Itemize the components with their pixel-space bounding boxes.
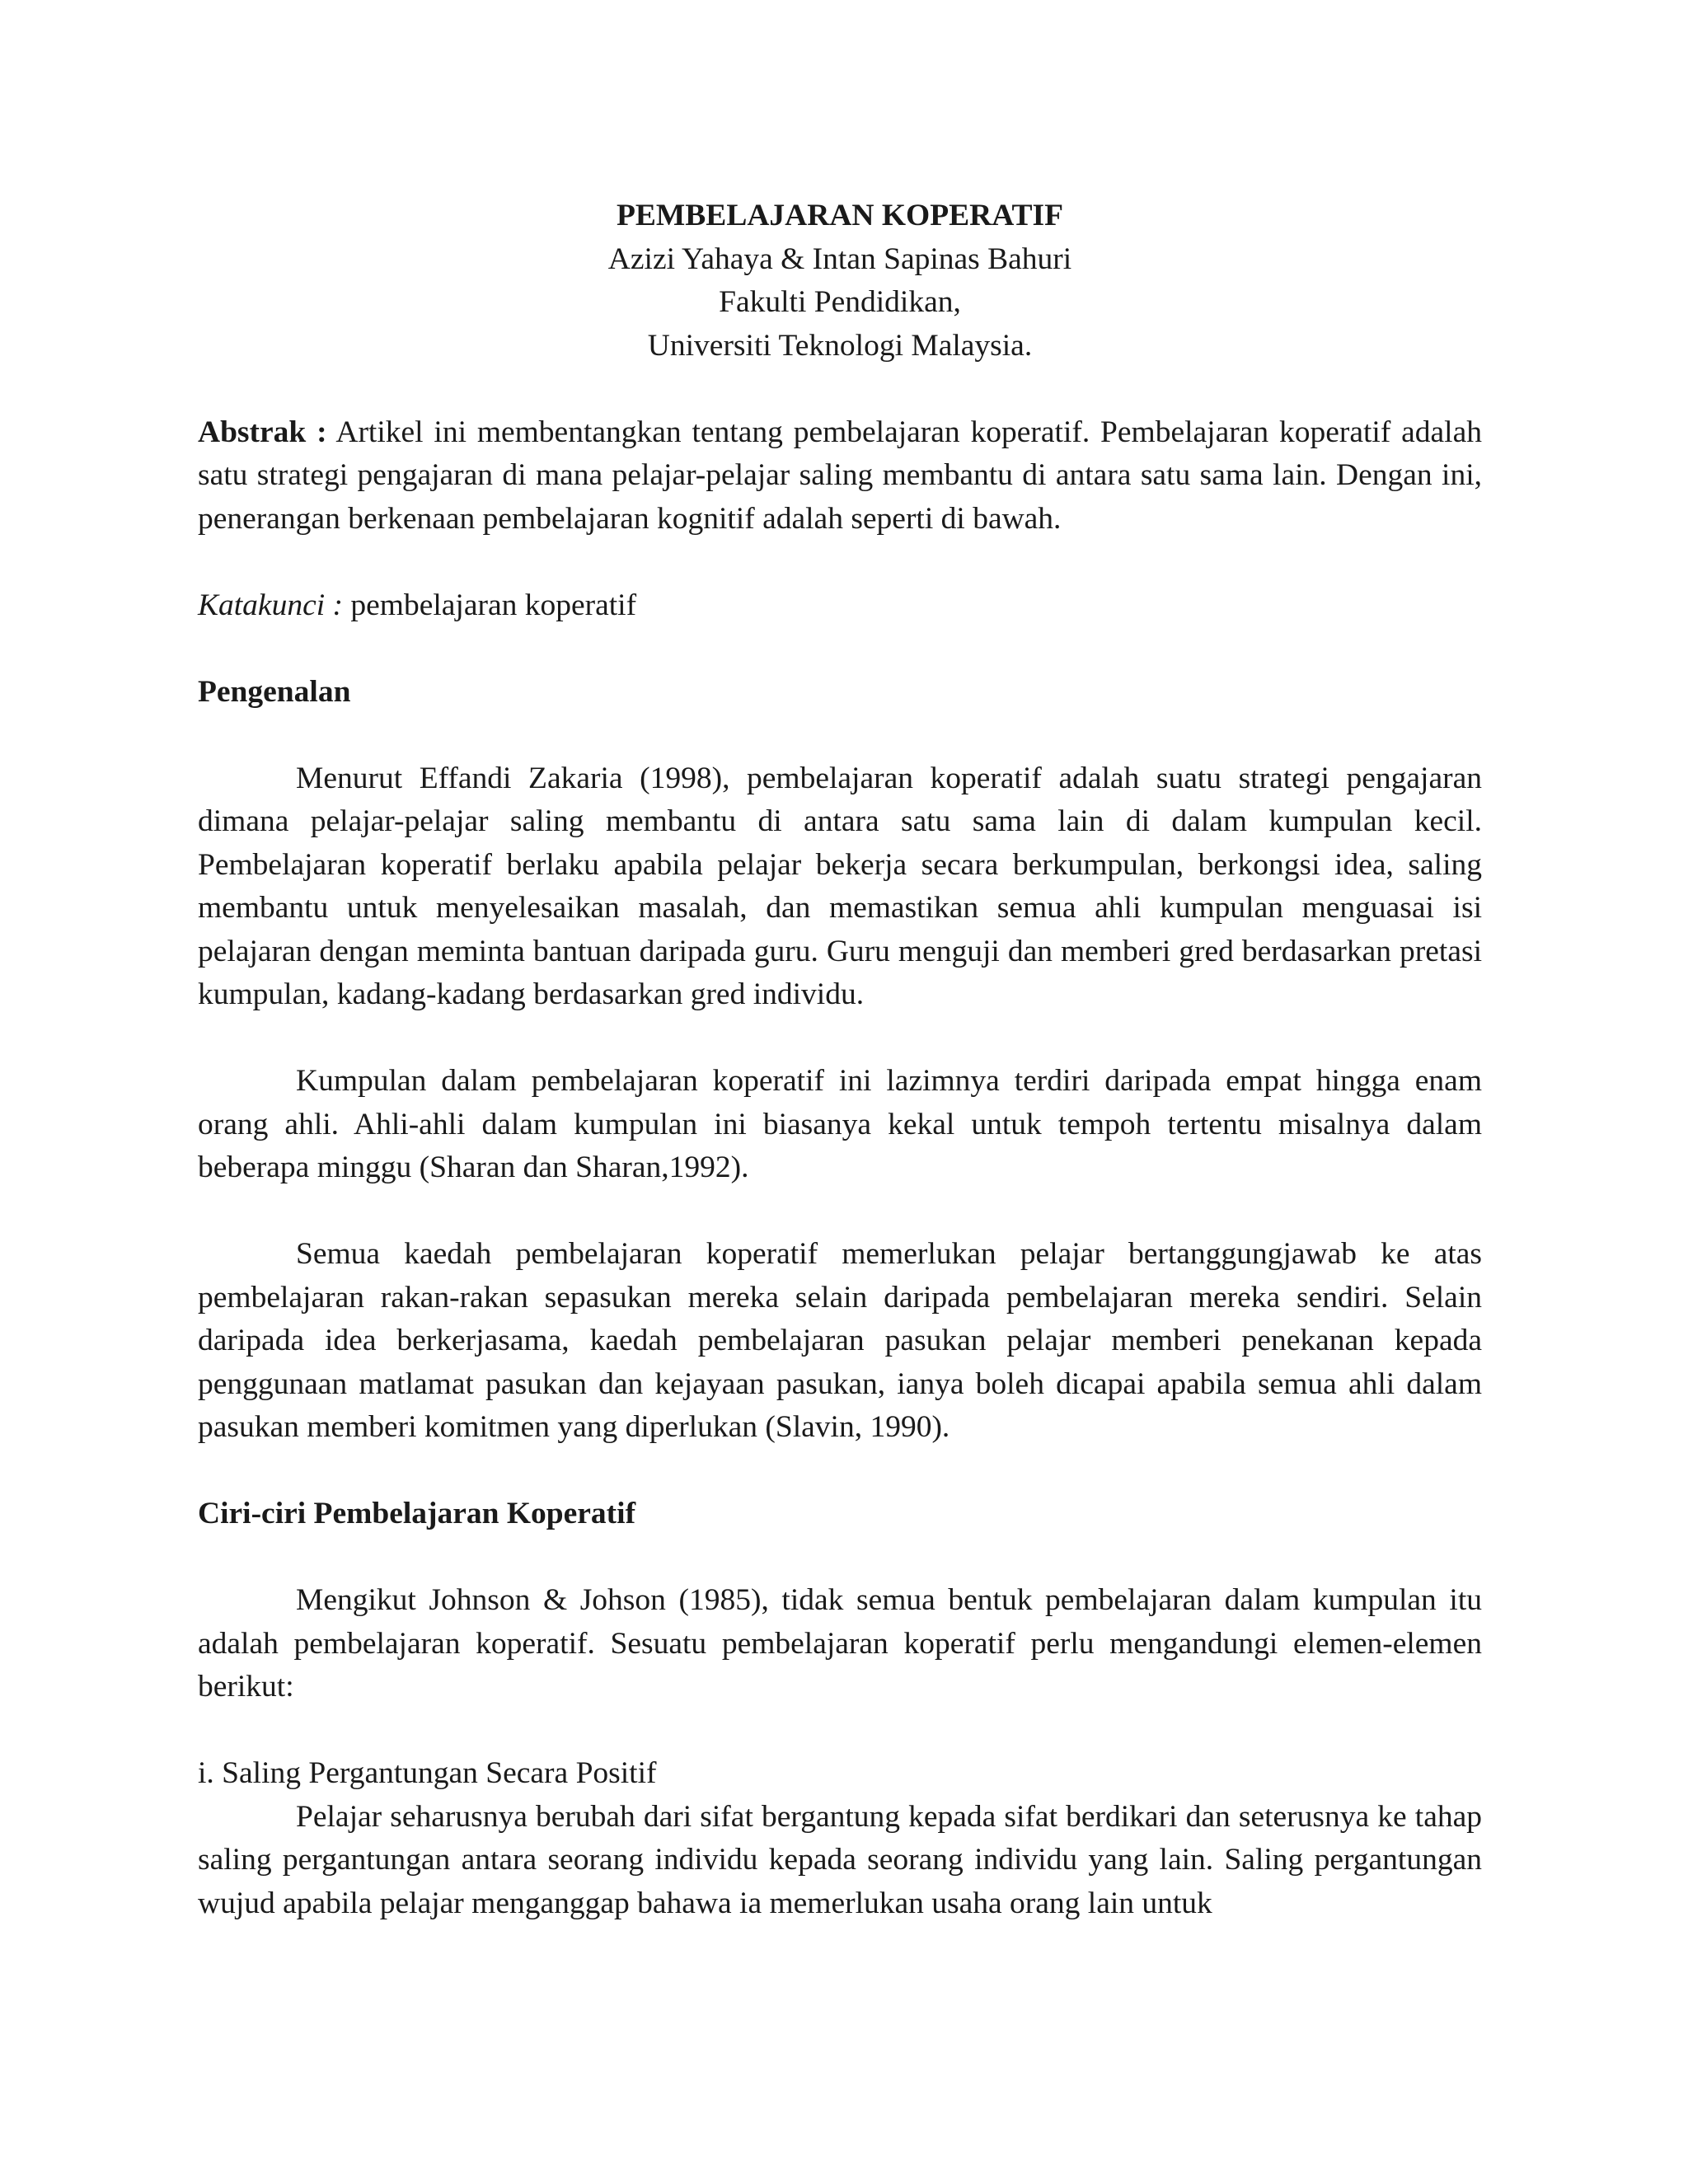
spacer [198,541,1482,584]
document-title: PEMBELAJARAN KOPERATIF [616,199,1064,232]
keywords-paragraph [198,584,1482,628]
features-paragraph: Mengikut Johnson & Johson (1985), tidak semua bentuk pembelajaran dalam kumpulan itu adalah pembelajaran koperatif. Sesuatu pembelajaran koperatif perlu mengandungi elemen-elemen berikut: [198,1583,1482,1704]
keywords-label: Katakunci : [198,588,344,622]
spacer [198,1536,1482,1580]
intro-paragraph-2: Kumpulan dalam pembelajaran koperatif ini lazimnya terdiri daripada empat hingga enam orang ahli. Ahli-ahli dalam kumpulan ini biasanya kekal untuk tempoh tertentu misalnya dalam beberapa minggu (Sharan dan Sharan,1992). [198,1064,1482,1184]
spacer [198,1017,1482,1061]
section-heading-features: Ciri-ciri Pembelajaran Koperatif [198,1497,636,1530]
spacer [198,627,1482,671]
faculty-name: Fakulti Pendidikan, [719,285,961,319]
keywords-text: pembelajaran koperatif [350,588,637,622]
document-header [198,194,1482,368]
spacer [198,1709,1482,1753]
intro-paragraph-1: Menurut Effandi Zakaria (1998), pembelajaran koperatif adalah suatu strategi pengajaran dimana pelajar-pelajar saling membantu di antara satu sama lain di dalam kumpulan kecil. Pembelajaran koperatif berlaku apabila pelajar bekerja secara berkumpulan, berkongsi idea, saling membantu untuk menyelesaikan masalah, dan memastikan semua ahli kumpulan menguasai isi pelajaran dengan meminta bantuan daripada guru. Guru menguji dan memberi gred berdasarkan pretasi kumpulan, kadang-kadang berdasarkan gred individu. [198,761,1482,1011]
spacer [198,1190,1482,1234]
spacer [198,368,1482,411]
spacer [198,714,1482,757]
subsection-heading: i. Saling Pergantungan Secara Positif [198,1756,657,1790]
document-page [198,194,1482,1925]
subsection-paragraph: Pelajar seharusnya berubah dari sifat bergantung kepada sifat berdikari dan seterusnya ke tahap saling pergantungan antara seorang individu kepada seorang individu yang lain. Saling pergantungan wujud apabila pelajar menganggap bahawa ia memerlukan usaha orang lain untuk [198,1799,1482,1920]
spacer [198,1450,1482,1493]
abstract-paragraph [198,411,1482,541]
intro-paragraph-3: Semua kaedah pembelajaran koperatif memerlukan pelajar bertanggungjawab ke atas pembelajaran rakan-rakan sepasukan mereka selain daripada pembelajaran mereka sendiri. Selain daripada idea berkerjasama, kaedah pembelajaran pasukan pelajar memberi penekanan kepada penggunaan matlamat pasukan dan kejayaan pasukan, ianya boleh dicapai apabila semua ahli dalam pasukan memberi komitmen yang diperlukan (Slavin, 1990). [198,1237,1482,1444]
abstract-text: Artikel ini membentangkan tentang pembelajaran koperatif. Pembelajaran koperatif adalah satu strategi pengajaran di mana pelajar-pelajar saling membantu di antara satu sama lain. Dengan ini, penerangan berkenaan pembelajaran kognitif adalah seperti di bawah. [198,415,1482,536]
author-names: Azizi Yahaya & Intan Sapinas Bahuri [607,241,1072,276]
university-name: Universiti Teknologi Malaysia. [647,328,1033,363]
abstract-label: Abstrak : [198,415,327,449]
section-heading-intro: Pengenalan [198,674,351,709]
